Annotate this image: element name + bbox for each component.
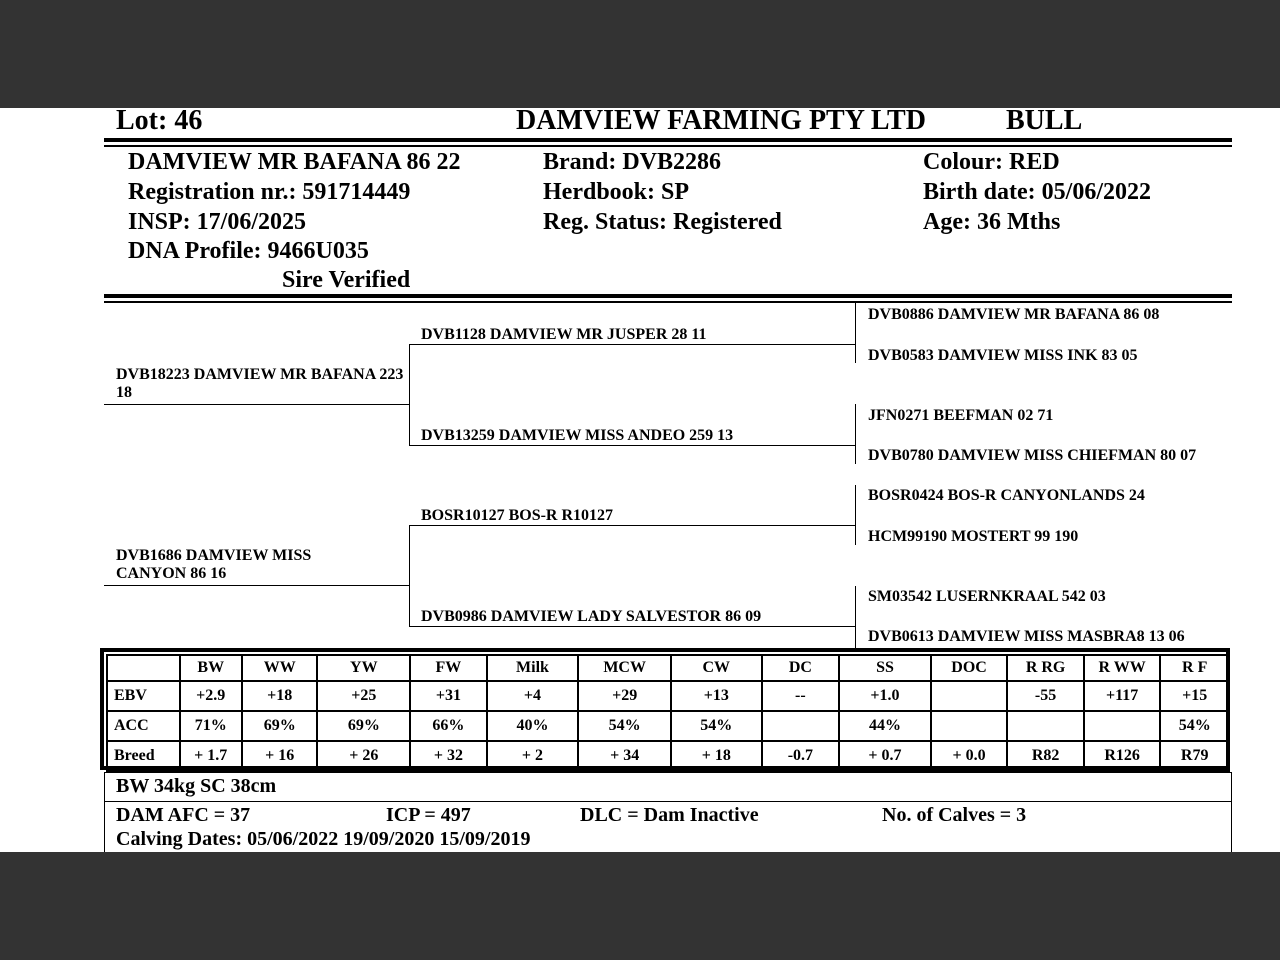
ebv-cell: 54% bbox=[578, 711, 671, 741]
registration-status: Reg. Status: Registered bbox=[543, 209, 782, 235]
sire-bracket bbox=[409, 344, 410, 446]
ebv-cell: +25 bbox=[317, 681, 410, 711]
pedigree-sire: DVB18223 DAMVIEW MR BAFANA 223 18 bbox=[116, 366, 404, 401]
ebv-column-header: SS bbox=[839, 655, 931, 681]
pedigree-ddd: DVB0613 DAMVIEW MISS MASBRA8 13 06 bbox=[868, 628, 1185, 645]
ebv-cell: 54% bbox=[1160, 711, 1229, 741]
sd-bracket bbox=[855, 404, 856, 464]
header-rule-top bbox=[104, 138, 1232, 142]
ebv-cell: 71% bbox=[180, 711, 242, 741]
ebv-cell: +15 bbox=[1160, 681, 1229, 711]
number-of-calves: No. of Calves = 3 bbox=[882, 804, 1027, 826]
ebv-column-header: DOC bbox=[931, 655, 1008, 681]
header-rule-top-thin bbox=[104, 145, 1232, 147]
ebv-cell: + 26 bbox=[317, 741, 410, 771]
ebv-column-header: DC bbox=[762, 655, 840, 681]
ebv-cell: 44% bbox=[839, 711, 931, 741]
ebv-column-header: R WW bbox=[1084, 655, 1161, 681]
icp: ICP = 497 bbox=[386, 804, 471, 826]
brand: Brand: DVB2286 bbox=[543, 149, 722, 175]
ebv-cell bbox=[931, 711, 1008, 741]
colour: Colour: RED bbox=[923, 149, 1060, 175]
ebv-cell: +31 bbox=[410, 681, 487, 711]
animal-name: DAMVIEW MR BAFANA 86 22 bbox=[128, 149, 461, 175]
ebv-cell: -55 bbox=[1007, 681, 1084, 711]
ebv-cell: 66% bbox=[410, 711, 487, 741]
ebv-cell: R82 bbox=[1007, 741, 1084, 771]
ebv-cell: 54% bbox=[671, 711, 762, 741]
ebv-cell: +2.9 bbox=[180, 681, 242, 711]
ebv-cell bbox=[931, 681, 1008, 711]
pedigree-sss: DVB0886 DAMVIEW MR BAFANA 86 08 bbox=[868, 306, 1160, 323]
inspection-date: INSP: 17/06/2025 bbox=[128, 209, 307, 235]
ds-bracket bbox=[855, 485, 856, 545]
ebv-cell: 40% bbox=[487, 711, 579, 741]
pedigree-dsd: HCM99190 MOSTERT 99 190 bbox=[868, 528, 1079, 545]
ebv-cell: + 0.7 bbox=[839, 741, 931, 771]
ebv-row-label: EBV bbox=[107, 681, 180, 711]
ebv-row-label: ACC bbox=[107, 711, 180, 741]
herdbook: Herdbook: SP bbox=[543, 179, 690, 205]
ebv-cell: 69% bbox=[242, 711, 318, 741]
ebv-cell: -- bbox=[762, 681, 840, 711]
ebv-cell: +29 bbox=[578, 681, 671, 711]
pedigree-ssd: DVB0583 DAMVIEW MISS INK 83 05 bbox=[868, 347, 1138, 364]
ebv-row-label: Breed bbox=[107, 741, 180, 771]
ebv-cell: + 0.0 bbox=[931, 741, 1008, 771]
dd-bracket bbox=[855, 586, 856, 648]
pedigree-dds: SM03542 LUSERNKRAAL 542 03 bbox=[868, 588, 1106, 605]
ebv-column-header: R F bbox=[1160, 655, 1229, 681]
ebv-cell: -0.7 bbox=[762, 741, 840, 771]
sire-line bbox=[104, 404, 410, 405]
ebv-column-header: CW bbox=[671, 655, 762, 681]
ebv-cell bbox=[762, 711, 840, 741]
ebv-cell: + 2 bbox=[487, 741, 579, 771]
pedigree-sire-dam: DVB13259 DAMVIEW MISS ANDEO 259 13 bbox=[421, 427, 734, 444]
pedigree-sds: JFN0271 BEEFMAN 02 71 bbox=[868, 407, 1054, 424]
ebv-column-header: WW bbox=[242, 655, 318, 681]
ebv-column-header: R RG bbox=[1007, 655, 1084, 681]
ebv-cell bbox=[1084, 711, 1161, 741]
dd-line bbox=[409, 626, 855, 627]
birth-date: Birth date: 05/06/2022 bbox=[923, 179, 1151, 205]
ebv-cell: + 32 bbox=[410, 741, 487, 771]
pedigree-dam: DVB1686 DAMVIEW MISS CANYON 86 16 bbox=[116, 547, 312, 582]
ebv-cell: R79 bbox=[1160, 741, 1229, 771]
bw-sc: BW 34kg SC 38cm bbox=[116, 775, 277, 797]
age: Age: 36 Mths bbox=[923, 209, 1061, 235]
dna-profile: DNA Profile: 9466U035 bbox=[128, 238, 369, 264]
ebv-cell: R126 bbox=[1084, 741, 1161, 771]
document-page bbox=[0, 108, 1280, 852]
ebv-cell bbox=[1007, 711, 1084, 741]
lot-number: Lot: 46 bbox=[116, 108, 203, 136]
ebv-cell: + 1.7 bbox=[180, 741, 242, 771]
ebv-column-header: Milk bbox=[487, 655, 579, 681]
ebv-cell: + 34 bbox=[578, 741, 671, 771]
ebv-row bbox=[107, 711, 1229, 741]
ebv-column-header: BW bbox=[180, 655, 242, 681]
company-name: DAMVIEW FARMING PTY LTD bbox=[516, 108, 926, 136]
ebv-cell: + 16 bbox=[242, 741, 318, 771]
ebv-cell: +18 bbox=[242, 681, 318, 711]
calving-dates: Calving Dates: 05/06/2022 19/09/2020 15/09/2019 bbox=[116, 828, 531, 850]
ebv-cell: +13 bbox=[671, 681, 762, 711]
ebv-row bbox=[107, 681, 1229, 711]
ebv-cell: +4 bbox=[487, 681, 579, 711]
ebv-row bbox=[107, 741, 1229, 771]
ss-bracket bbox=[855, 303, 856, 363]
ebv-cell: + 18 bbox=[671, 741, 762, 771]
animal-sex: BULL bbox=[1006, 108, 1083, 136]
ebv-column-header bbox=[107, 655, 180, 681]
registration-number: Registration nr.: 591714449 bbox=[128, 179, 411, 205]
sd-line bbox=[409, 445, 855, 446]
ebv-cell: 69% bbox=[317, 711, 410, 741]
pedigree-sire-sire: DVB1128 DAMVIEW MR JUSPER 28 11 bbox=[421, 326, 707, 343]
header-rule-bottom bbox=[104, 294, 1232, 298]
dlc: DLC = Dam Inactive bbox=[580, 804, 759, 826]
pedigree-dss: BOSR0424 BOS-R CANYONLANDS 24 bbox=[868, 487, 1145, 504]
ebv-cell: +117 bbox=[1084, 681, 1161, 711]
ebv-column-header: MCW bbox=[578, 655, 671, 681]
ebv-cell: +1.0 bbox=[839, 681, 931, 711]
pedigree-dam-sire: BOSR10127 BOS-R R10127 bbox=[421, 507, 614, 524]
dam-afc: DAM AFC = 37 bbox=[116, 804, 251, 826]
pedigree-sdd: DVB0780 DAMVIEW MISS CHIEFMAN 80 07 bbox=[868, 447, 1197, 464]
ebv-header-row bbox=[107, 655, 1229, 681]
header-rule-bottom-thin bbox=[104, 301, 1232, 303]
ds-line bbox=[409, 525, 855, 526]
ebv-column-header: FW bbox=[410, 655, 487, 681]
ss-line bbox=[409, 344, 855, 345]
ebv-column-header: YW bbox=[317, 655, 410, 681]
ebv-table bbox=[106, 654, 1230, 772]
dam-bracket bbox=[409, 525, 410, 627]
sire-verified: Sire Verified bbox=[282, 267, 411, 293]
pedigree-dam-dam: DVB0986 DAMVIEW LADY SALVESTOR 86 09 bbox=[421, 608, 762, 625]
dam-line bbox=[104, 585, 410, 586]
